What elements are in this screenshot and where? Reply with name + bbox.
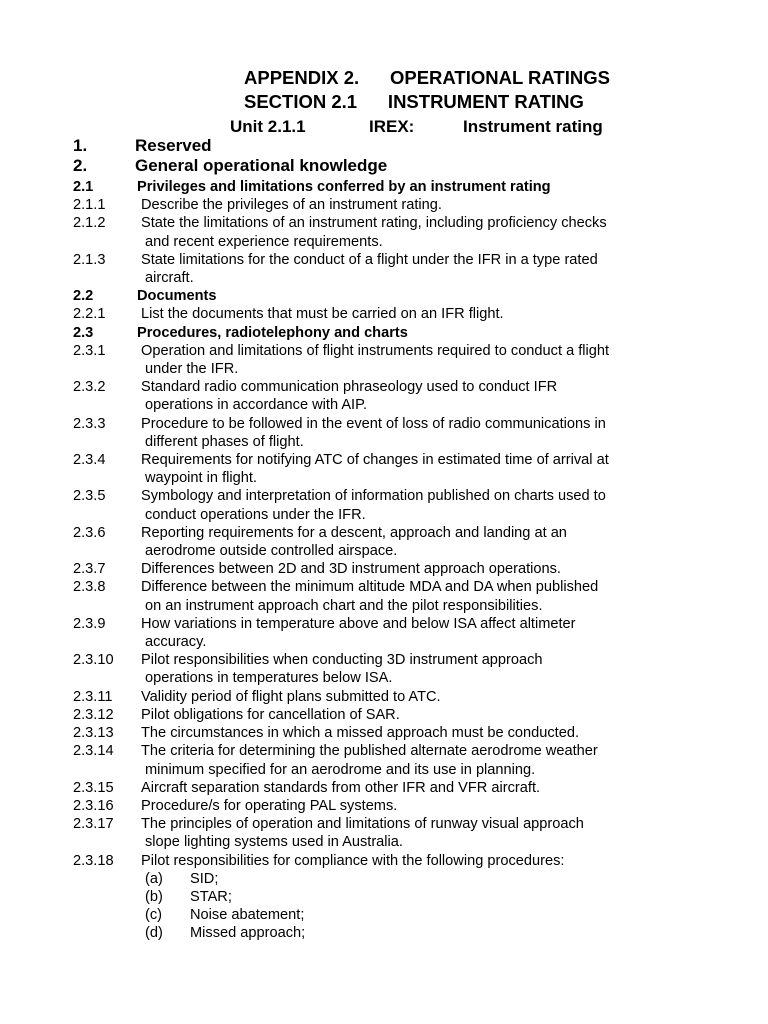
- item-text: [141, 779, 713, 797]
- item-text: [141, 524, 713, 560]
- option-text: Noise abatement;: [190, 907, 305, 924]
- item-text: [141, 487, 713, 523]
- item-number: 2.1.3: [73, 251, 106, 268]
- item-text: [141, 852, 713, 870]
- list-item: [73, 451, 713, 487]
- item-line-continued: operations in temperatures below ISA.: [145, 670, 393, 687]
- option-text: STAR;: [190, 888, 232, 905]
- list-item: [73, 578, 713, 614]
- option-item: [73, 924, 713, 942]
- list-item: [73, 305, 713, 323]
- item-line-continued: aircraft.: [145, 270, 194, 287]
- item-number: 2.3.4: [73, 452, 106, 469]
- item-line: Reporting requirements for a descent, approach and landing at an: [141, 524, 567, 541]
- list-item: [73, 688, 713, 706]
- item-number: 2.3.18: [73, 852, 114, 869]
- section-number: 2.2: [73, 288, 94, 305]
- option-indent: [73, 924, 145, 942]
- item-text: [141, 706, 713, 724]
- item-line: Standard radio communication phraseology used to conduct IFR: [141, 379, 558, 396]
- list-item: [73, 415, 713, 451]
- list-item: [73, 378, 713, 414]
- item-line: Symbology and interpretation of information published on charts used to: [141, 488, 606, 505]
- item-number: 2.3.8: [73, 579, 106, 596]
- list-item: [73, 615, 713, 651]
- item-line: Procedure to be followed in the event of loss of radio communications in: [141, 415, 606, 432]
- item-line-continued: and recent experience requirements.: [145, 233, 383, 250]
- item-number: 2.3.5: [73, 488, 106, 505]
- item-text: [141, 724, 713, 742]
- item-line: The principles of operation and limitations of runway visual approach: [141, 816, 584, 833]
- section-title: Privileges and limitations conferred by an instrument rating: [137, 179, 551, 195]
- item-number: 2.3.7: [73, 561, 106, 578]
- section-number: 2.1: [73, 179, 94, 195]
- section-heading-row: [73, 178, 713, 196]
- item-line: Aircraft separation standards from other IFR and VFR aircraft.: [141, 779, 541, 796]
- option-letter: (d): [145, 925, 163, 942]
- item-number: 2.3.9: [73, 615, 106, 632]
- option-letter: (b): [145, 888, 163, 905]
- item-text: [141, 615, 713, 651]
- option-letter: (c): [145, 907, 163, 924]
- item-line: State limitations for the conduct of a flight under the IFR in a type rated: [141, 251, 598, 268]
- item-number: 2.3.13: [73, 725, 114, 742]
- unit-label: Unit 2.1.1: [230, 117, 306, 136]
- option-item: [73, 906, 713, 924]
- item-line-continued: waypoint in flight.: [145, 470, 257, 487]
- section-title: Procedures, radiotelephony and charts: [137, 324, 408, 341]
- topic-title: Reserved: [135, 136, 212, 155]
- item-number: 2.3.16: [73, 797, 114, 814]
- item-text: [141, 797, 713, 815]
- section-heading-row: [73, 287, 713, 305]
- list-item: [73, 651, 713, 687]
- section-title: Documents: [137, 288, 217, 305]
- item-number: 2.1.1: [73, 197, 106, 214]
- item-text: [141, 196, 713, 214]
- topic-reserved: [73, 136, 212, 156]
- item-line-continued: on an instrument approach chart and the pilot responsibilities.: [145, 597, 543, 614]
- item-text: [141, 415, 713, 451]
- item-line: State the limitations of an instrument rating, including proficiency checks: [141, 215, 607, 232]
- option-text: Missed approach;: [190, 925, 306, 942]
- item-line: The circumstances in which a missed approach must be conducted.: [141, 725, 580, 742]
- item-number: 2.3.17: [73, 816, 114, 833]
- option-item: [73, 870, 713, 888]
- item-text: [141, 214, 713, 250]
- item-text: [141, 251, 713, 287]
- item-line: Pilot responsibilities for compliance with the following procedures:: [141, 852, 565, 869]
- item-text: [141, 342, 713, 378]
- item-text: [141, 378, 713, 414]
- topic-general-knowledge: [73, 156, 387, 176]
- item-text: [141, 451, 713, 487]
- item-text: [141, 688, 713, 706]
- option-indent: [73, 906, 145, 924]
- item-line-continued: conduct operations under the IFR.: [145, 506, 366, 523]
- item-number: 2.2.1: [73, 306, 106, 323]
- item-number: 2.1.2: [73, 215, 106, 232]
- list-item: [73, 560, 713, 578]
- item-text: [141, 742, 713, 778]
- topic-number: 1.: [73, 136, 88, 155]
- item-line: Operation and limitations of flight instruments required to conduct a flight: [141, 342, 610, 359]
- item-line: Describe the privileges of an instrument rating.: [141, 197, 442, 214]
- item-text: [141, 651, 713, 687]
- item-number: 2.3.15: [73, 779, 114, 796]
- item-number: 2.3.11: [73, 688, 113, 705]
- item-line-continued: minimum specified for an aerodrome and its use in planning.: [145, 761, 536, 778]
- item-line-continued: different phases of flight.: [145, 433, 304, 450]
- item-line: How variations in temperature above and below ISA affect altimeter: [141, 615, 576, 632]
- item-text: [141, 305, 713, 323]
- option-text: SID;: [190, 870, 219, 887]
- item-line: Validity period of flight plans submitted to ATC.: [141, 688, 441, 705]
- item-line: Requirements for notifying ATC of changes in estimated time of arrival at: [141, 452, 609, 469]
- section-number: 2.3: [73, 324, 94, 341]
- list-item: [73, 251, 713, 287]
- list-item: [73, 742, 713, 778]
- list-item: [73, 196, 713, 214]
- option-item: [73, 888, 713, 906]
- section-heading: SECTION 2.1 INSTRUMENT RATING: [244, 91, 584, 112]
- item-line: Differences between 2D and 3D instrument approach operations.: [141, 561, 561, 578]
- list-item: [73, 524, 713, 560]
- item-line-continued: slope lighting systems used in Australia.: [145, 834, 403, 851]
- option-indent: [73, 888, 145, 906]
- item-line-continued: operations in accordance with AIP.: [145, 397, 368, 414]
- item-line-continued: aerodrome outside controlled airspace.: [145, 543, 398, 560]
- option-letter: (a): [145, 870, 163, 887]
- item-number: 2.3.2: [73, 379, 106, 396]
- list-item: [73, 214, 713, 250]
- list-item: [73, 706, 713, 724]
- list-item: [73, 779, 713, 797]
- list-item: [73, 797, 713, 815]
- topic-title: General operational knowledge: [135, 156, 388, 175]
- list-item: [73, 852, 713, 870]
- item-line: List the documents that must be carried on an IFR flight.: [141, 306, 504, 323]
- item-line: Difference between the minimum altitude MDA and DA when published: [141, 579, 599, 596]
- list-item: [73, 342, 713, 378]
- item-number: 2.3.6: [73, 524, 106, 541]
- item-number: 2.3.14: [73, 743, 114, 760]
- option-indent: [73, 870, 145, 888]
- unit-title: Instrument rating: [463, 117, 603, 136]
- item-number: 2.3.12: [73, 706, 114, 723]
- list-item: [73, 815, 713, 851]
- list-item: [73, 724, 713, 742]
- item-text: [141, 578, 713, 614]
- item-line-continued: accuracy.: [145, 634, 207, 651]
- unit-code: IREX:: [369, 117, 415, 136]
- appendix-heading: APPENDIX 2. OPERATIONAL RATINGS: [244, 67, 610, 88]
- item-line: Pilot obligations for cancellation of SAR.: [141, 706, 400, 723]
- item-line: Pilot responsibilities when conducting 3D instrument approach: [141, 652, 543, 669]
- item-number: 2.3.3: [73, 415, 106, 432]
- topic-number: 2.: [73, 156, 88, 175]
- item-line-continued: under the IFR.: [145, 361, 239, 378]
- item-line: Procedure/s for operating PAL systems.: [141, 797, 398, 814]
- syllabus-list: [73, 178, 713, 943]
- item-number: 2.3.10: [73, 652, 114, 669]
- list-item: [73, 487, 713, 523]
- item-text: [141, 815, 713, 851]
- item-number: 2.3.1: [73, 342, 106, 359]
- item-line: The criteria for determining the published alternate aerodrome weather: [141, 743, 598, 760]
- section-heading-row: [73, 324, 713, 342]
- item-text: [141, 560, 713, 578]
